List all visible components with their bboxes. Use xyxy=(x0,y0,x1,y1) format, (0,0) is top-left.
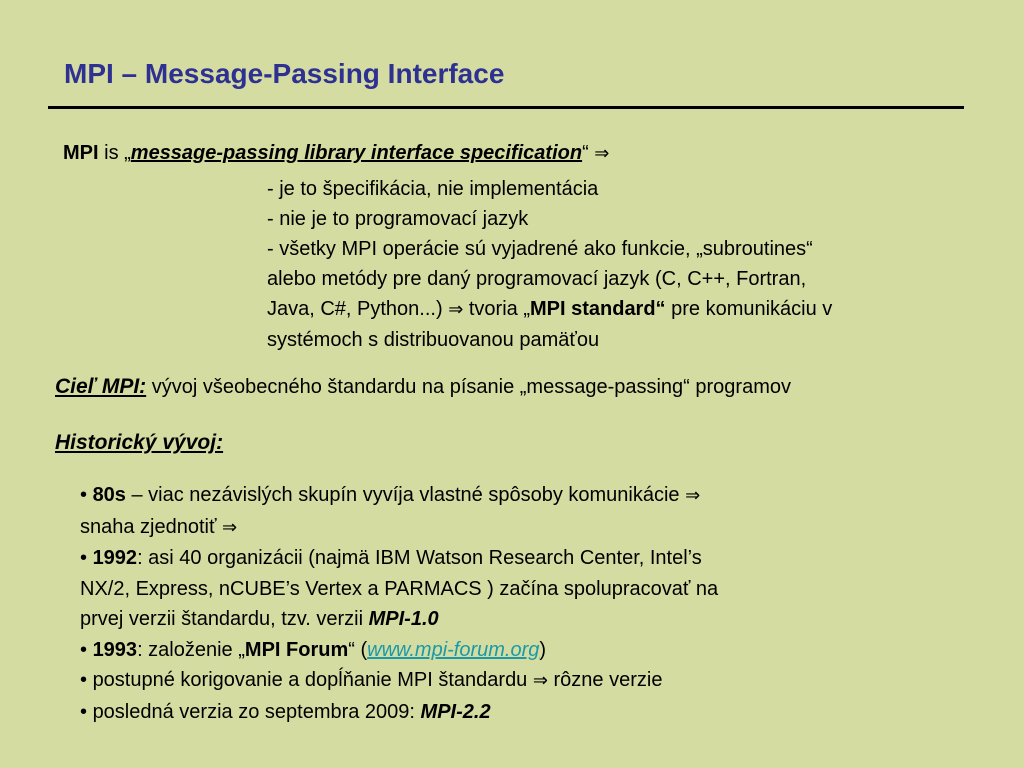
history-item-cont xyxy=(80,604,940,635)
history-text: postupné korigovanie a dopĺňanie MPI štandardu xyxy=(92,669,533,691)
history-text: – viac nezávislých skupín vyvíja vlastné spôsoby komunikácie xyxy=(125,484,686,506)
implies-arrow-icon: ⇒ xyxy=(532,670,548,691)
history-item xyxy=(80,635,940,666)
history-text: : asi 40 organizácii (najmä IBM Watson Research Center, Intel’s xyxy=(137,547,702,569)
history-text: snaha zjednotiť xyxy=(80,515,223,538)
mpi-version: MPI-1.0 xyxy=(368,608,439,630)
mpi-property: - nie je to programovací jazyk xyxy=(267,208,529,230)
goal-line xyxy=(55,375,791,399)
history-text: rôzne verzie xyxy=(547,669,663,691)
bullet: • xyxy=(80,669,93,691)
mpi-property: systémoch s distribuovanou pamäťou xyxy=(267,329,600,351)
history-year: 1993 xyxy=(92,638,138,661)
bullet: • xyxy=(80,484,93,506)
mpi-property xyxy=(267,294,1007,325)
implies-arrow-icon: ⇒ xyxy=(594,143,610,164)
implies-arrow-icon: ⇒ xyxy=(685,485,701,506)
history-year: 1992 xyxy=(92,547,138,569)
mpi-property: - je to špecifikácia, nie implementácia xyxy=(267,178,599,200)
bullet: • xyxy=(80,700,93,723)
title-divider xyxy=(48,106,964,109)
implies-arrow-icon: ⇒ xyxy=(448,299,464,320)
mpi-definition-text: message-passing library interface specification xyxy=(130,142,583,164)
languages-text: Java, C#, Python...) xyxy=(267,298,449,320)
history-item-cont: NX/2, Express, nCUBE’s Vertex a PARMACS ) začína spolupracovať na xyxy=(80,577,719,600)
history-item-cont xyxy=(80,512,940,544)
history-list xyxy=(80,480,940,727)
history-text: : založenie „ xyxy=(137,638,245,661)
mpi-property: alebo metódy pre daný programovací jazyk (C, C++, Fortran, xyxy=(267,268,807,290)
mpi-forum-link[interactable]: www.mpi-forum.org xyxy=(367,638,540,661)
history-item xyxy=(80,480,940,512)
mpi-version: MPI-2.2 xyxy=(420,700,491,723)
history-text: prvej verzii štandardu, tzv. verzii xyxy=(80,608,369,630)
mpi-close-quote: “ xyxy=(582,142,595,164)
mpi-properties xyxy=(267,174,1007,355)
mpi-forum: MPI Forum xyxy=(244,638,349,661)
form-text: tvoria „ xyxy=(463,298,530,320)
mpi-property: - všetky MPI operácie sú vyjadrené ako funkcie, „subroutines“ xyxy=(267,238,813,260)
history-text: “ ( xyxy=(348,638,368,661)
goal-text: vývoj všeobecného štandardu na písanie „message-passing“ programov xyxy=(146,376,791,398)
history-text: ) xyxy=(539,638,547,661)
bullet: • xyxy=(80,547,93,569)
mpi-is: is „ xyxy=(98,142,131,164)
slide-title: MPI – Message-Passing Interface xyxy=(64,58,505,89)
communication-text: pre komunikáciu v xyxy=(665,298,833,320)
history-item xyxy=(80,697,940,728)
mpi-standard: MPI standard“ xyxy=(529,298,666,320)
mpi-term: MPI xyxy=(63,142,99,164)
history-text: posledná verzia zo septembra 2009: xyxy=(92,700,421,723)
mpi-definition xyxy=(63,142,609,165)
history-item xyxy=(80,665,940,697)
implies-arrow-icon: ⇒ xyxy=(222,516,238,538)
history-year: 80s xyxy=(92,484,126,506)
history-item xyxy=(80,543,940,574)
goal-label: Cieľ MPI: xyxy=(55,375,147,398)
bullet: • xyxy=(80,638,93,661)
history-heading: Historický vývoj: xyxy=(55,431,224,454)
